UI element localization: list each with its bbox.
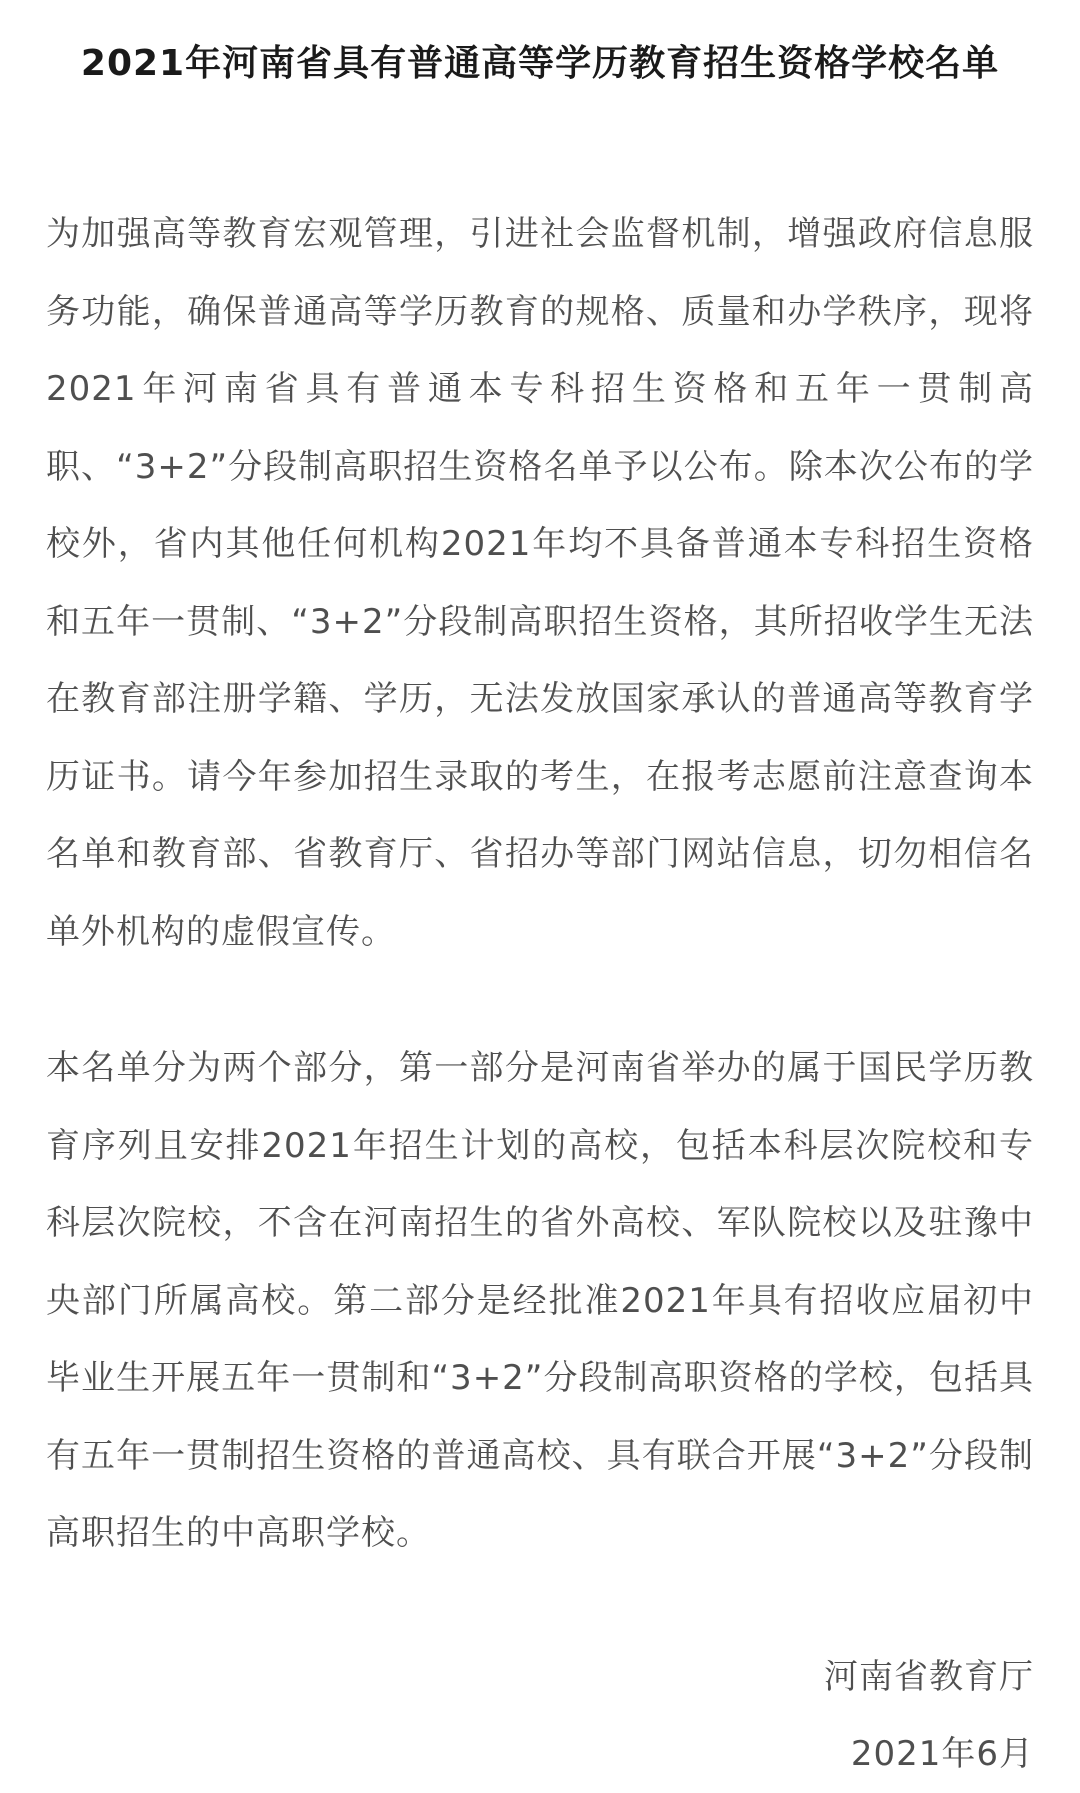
- notice-paragraph-1: 为加强高等教育宏观管理，引进社会监督机制，增强政府信息服务功能，确保普通高等学历教育的规格、质量和办学秩序，现将2021年河南省具有普通本专科招生资格和五年一贯制高职、“3+2”分段制高职招生资格名单予以公布。除本次公布的学校外，省内其他任何机构2021年均不具备普通本专科招生资格和五年一贯制、“3+2”分段制高职招生资格，其所招收学生无法在教育部注册学籍、学历，无法发放国家承认的普通高等教育学历证书。请今年参加招生录取的考生，在报考志愿前注意查询本名单和教育部、省教育厅、省招办等部门网站信息，切勿相信名单外机构的虚假宣传。: [46, 214, 1034, 952]
- notice-paragraph-2: 本名单分为两个部分，第一部分是河南省举办的属于国民学历教育序列且安排2021年招生计划的高校，包括本科层次院校和专科层次院校，不含在河南招生的省外高校、军队院校以及驻豫中央部门所属高校。第二部分是经批准2021年具有招收应届初中毕业生开展五年一贯制和“3+2”分段制高职资格的学校，包括具有五年一贯制招生资格的普通高校、具有联合开展“3+2”分段制高职招生的中高职学校。: [46, 1048, 1034, 1553]
- issue-date: 2021年6月: [850, 1733, 1034, 1774]
- notice-title: 2021年河南省具有普通高等学历教育招生资格学校名单: [80, 43, 1000, 84]
- signature-block: [46, 1639, 1034, 1793]
- issuer-name: 河南省教育厅: [824, 1656, 1034, 1697]
